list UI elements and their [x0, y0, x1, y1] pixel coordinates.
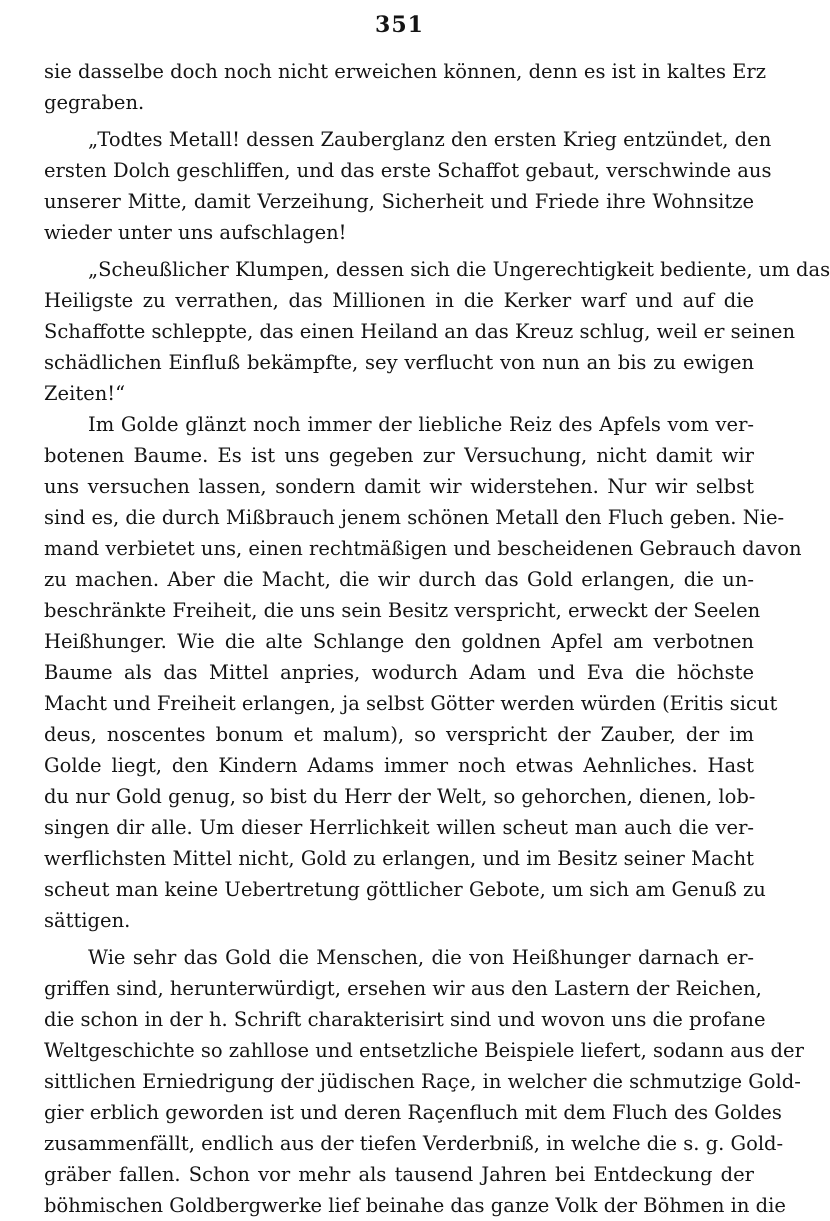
text-line: Heißhunger. Wie die alte Schlange den goldnen Apfel am verbotnen	[44, 630, 754, 653]
text-line: sind es, die durch Mißbrauch jenem schönen Metall den Fluch geben. Nie-	[44, 506, 785, 529]
text-line: die schon in der h. Schrift charakterisirt sind und wovon uns die profane	[44, 1008, 766, 1031]
paragraph	[44, 124, 772, 248]
text-line: du nur Gold genug, so bist du Herr der Welt, so gehorchen, dienen, lob-	[44, 785, 756, 808]
text-line: unserer Mitte, damit Verzeihung, Sicherheit und Friede ihre Wohnsitze	[44, 190, 754, 213]
text-line: gier erblich geworden ist und deren Raçenfluch mit dem Fluch des Goldes	[44, 1101, 782, 1124]
text-line: mand verbietet uns, einen rechtmäßigen und bescheidenen Gebrauch davon	[44, 537, 802, 560]
paragraph	[44, 409, 802, 936]
text-line: zusammenfällt, endlich aus der tiefen Verderbniß, in welche die s. g. Gold-	[44, 1132, 784, 1155]
text-line: griffen sind, herunterwürdigt, ersehen wir aus den Lastern der Reichen,	[44, 977, 762, 1000]
paragraph	[44, 942, 804, 1221]
text-line: Baume als das Mittel anpries, wodurch Adam und Eva die höchste	[44, 661, 754, 684]
text-line: wieder unter uns aufschlagen!	[44, 221, 347, 244]
paragraph	[44, 56, 767, 118]
text-line: sittlichen Erniedrigung der jüdischen Raçe, in welcher die schmutzige Gold-	[44, 1070, 801, 1093]
text-line: Zeiten!“	[44, 382, 126, 405]
text-line: Im Golde glänzt noch immer der liebliche Reiz des Apfels vom ver-	[88, 413, 754, 436]
text-line: gräber fallen. Schon vor mehr als tausend Jahren bei Entdeckung der	[44, 1163, 754, 1186]
text-line: zu machen. Aber die Macht, die wir durch das Gold erlangen, die un-	[44, 568, 754, 591]
text-line: Wie sehr das Gold die Menschen, die von Heißhunger darnach er-	[88, 946, 754, 969]
text-line: singen dir alle. Um dieser Herrlichkeit willen scheut man auch die ver-	[44, 816, 754, 839]
text-line: ersten Dolch geschliffen, und das erste Schaffot gebaut, verschwinde aus	[44, 159, 772, 182]
text-line: scheut man keine Uebertretung göttlicher Gebote, um sich am Genuß zu	[44, 878, 766, 901]
text-line: böhmischen Goldbergwerke lief beinahe das ganze Volk der Böhmen in die	[44, 1194, 786, 1217]
text-line: Macht und Freiheit erlangen, ja selbst Götter werden würden (Eritis sicut	[44, 692, 778, 715]
text-line: „Scheußlicher Klumpen, dessen sich die Ungerechtigkeit bediente, um das	[88, 258, 830, 281]
text-line: schädlichen Einfluß bekämpfte, sey verflucht von nun an bis zu ewigen	[44, 351, 754, 374]
text-line: uns versuchen lassen, sondern damit wir widerstehen. Nur wir selbst	[44, 475, 754, 498]
text-line: beschränkte Freiheit, die uns sein Besitz verspricht, erweckt der Seelen	[44, 599, 761, 622]
text-line: werflichsten Mittel nicht, Gold zu erlangen, und im Besitz seiner Macht	[44, 847, 754, 870]
text-line: Heiligste zu verrathen, das Millionen in die Kerker warf und auf die	[44, 289, 754, 312]
text-line: botenen Baume. Es ist uns gegeben zur Versuchung, nicht damit wir	[44, 444, 754, 467]
text-line: sie dasselbe doch noch nicht erweichen können, denn es ist in kaltes Erz	[44, 60, 767, 83]
text-line: sättigen.	[44, 909, 131, 932]
text-line: „Todtes Metall! dessen Zauberglanz den ersten Krieg entzündet, den	[88, 128, 772, 151]
paragraph	[44, 254, 830, 409]
text-line: Schaffotte schleppte, das einen Heiland an das Kreuz schlug, weil er seinen	[44, 320, 796, 343]
page-number: 351	[375, 12, 424, 38]
text-line: Golde liegt, den Kindern Adams immer noch etwas Aehnliches. Hast	[44, 754, 754, 777]
text-line: Weltgeschichte so zahllose und entsetzliche Beispiele liefert, sodann aus der	[44, 1039, 804, 1062]
text-line: gegraben.	[44, 91, 145, 114]
page-body	[44, 56, 830, 1221]
text-line: deus, noscentes bonum et malum), so verspricht der Zauber, der im	[44, 723, 754, 746]
